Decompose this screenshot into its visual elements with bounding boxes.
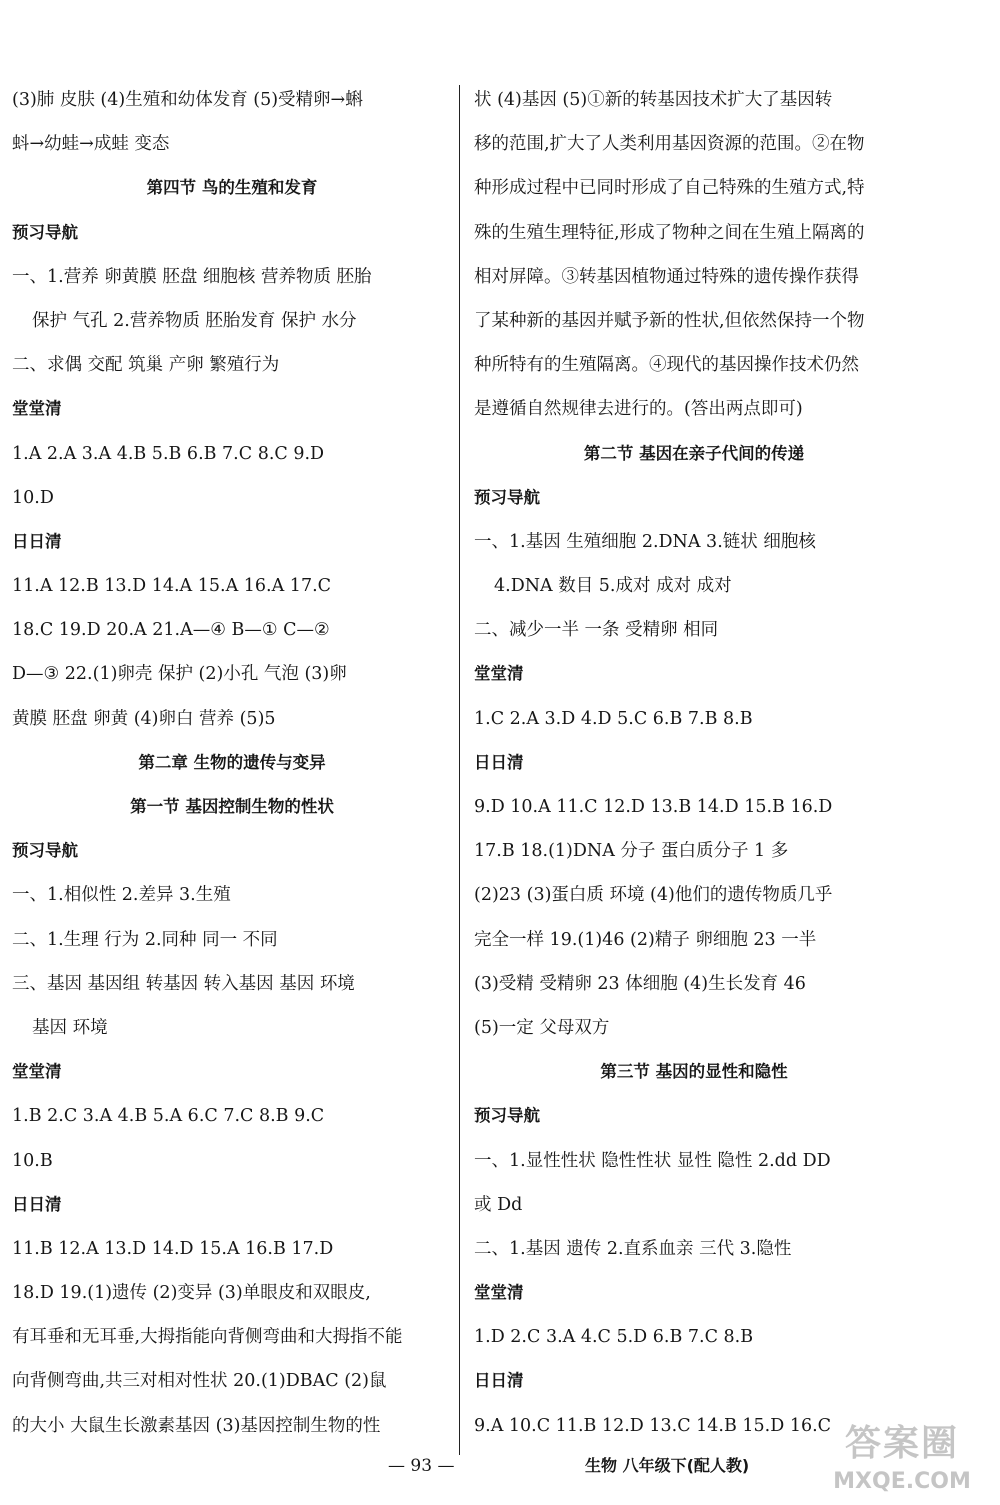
answer-line: 二、求偶 交配 筑巢 产卵 繁殖行为: [12, 355, 280, 376]
answer-line: 17.B 18.(1)DNA 分子 蛋白质分子 1 多: [474, 841, 789, 862]
answer-line: 1.B 2.C 3.A 4.B 5.A 6.C 7.C 8.B 9.C: [12, 1106, 325, 1127]
subsection-label: 堂堂清: [12, 1062, 62, 1082]
left-column: [12, 78, 452, 1448]
answer-line: (3)受精 受精卵 23 体细胞 (4)生长发育 46: [474, 973, 806, 994]
footer-subject: 生物 八年级下(配人教): [585, 1456, 750, 1475]
answer-line: 18.C 19.D 20.A 21.A—④ B—① C—②: [12, 620, 330, 641]
subsection-label: 预习导航: [12, 841, 78, 861]
answer-line: 种所特有的生殖隔离。④现代的基因操作技术仍然: [474, 355, 859, 376]
subsection-label: 堂堂清: [12, 399, 62, 419]
answer-line: 是遵循自然规律去进行的。(答出两点即可): [474, 399, 803, 420]
answer-line: 或 Dd: [474, 1194, 523, 1215]
answer-line: 二、1.基因 遗传 2.直系血亲 三代 3.隐性: [474, 1238, 792, 1259]
answer-line: 相对屏障。③转基因植物通过特殊的遗传操作获得: [474, 266, 859, 287]
watermark: [812, 1420, 992, 1500]
answer-line: 完全一样 19.(1)46 (2)精子 卵细胞 23 一半: [474, 929, 817, 950]
answer-line: 保护 气孔 2.营养物质 胚胎发育 保护 水分: [32, 310, 357, 331]
answer-line: 二、1.生理 行为 2.同种 同一 不同: [12, 929, 278, 950]
answer-line: 1.C 2.A 3.D 4.D 5.C 6.B 7.B 8.B: [474, 708, 753, 729]
answer-line: (5)一定 父母双方: [474, 1017, 610, 1038]
answer-line: 10.B: [12, 1150, 53, 1171]
section-heading: 第二节 基因在亲子代间的传递: [583, 443, 805, 463]
subsection-label: 日日清: [474, 1371, 524, 1391]
right-column: [474, 78, 914, 1448]
answer-line: 9.A 10.C 11.B 12.D 13.C 14.B 15.D 16.C: [474, 1415, 832, 1436]
answer-line: 种形成过程中已同时形成了自己特殊的生殖方式,特: [474, 178, 865, 199]
answer-line: 了某种新的基因并赋予新的性状,但依然保持一个物: [474, 310, 865, 331]
answer-line: 基因 环境: [32, 1017, 108, 1038]
subsection-label: 预习导航: [474, 487, 540, 507]
subsection-label: 预习导航: [12, 222, 78, 242]
answer-line: 一、1.营养 卵黄膜 胚盘 细胞核 营养物质 胚胎: [12, 266, 372, 287]
answer-line: 殊的生殖生理特征,形成了物种之间在生殖上隔离的: [474, 222, 865, 243]
answer-line: 18.D 19.(1)遗传 (2)变异 (3)单眼皮和双眼皮,: [12, 1283, 371, 1304]
answer-line: 二、减少一半 一条 受精卵 相同: [474, 620, 719, 641]
subsection-label: 堂堂清: [474, 1283, 524, 1303]
answer-line: 三、基因 基因组 转基因 转入基因 基因 环境: [12, 973, 355, 994]
section-heading: 第三节 基因的显性和隐性: [600, 1062, 788, 1082]
answer-line: 1.A 2.A 3.A 4.B 5.B 6.B 7.C 8.C 9.D: [12, 443, 325, 464]
answer-line: 黄膜 胚盘 卵黄 (4)卵白 营养 (5)5: [12, 708, 276, 729]
answer-line: 一、1.基因 生殖细胞 2.DNA 3.链状 细胞核: [474, 531, 816, 552]
watermark-url: MXQE.COM: [833, 1469, 971, 1494]
answer-line: 4.DNA 数目 5.成对 成对 成对: [494, 576, 732, 597]
answer-line: 一、1.显性性状 隐性性状 显性 隐性 2.dd DD: [474, 1150, 831, 1171]
column-divider: [459, 85, 460, 1455]
answer-line: 1.D 2.C 3.A 4.C 5.D 6.B 7.C 8.B: [474, 1327, 754, 1348]
answer-line: 9.D 10.A 11.C 12.D 13.B 14.D 15.B 16.D: [474, 797, 833, 817]
answer-line: D—③ 22.(1)卵壳 保护 (2)小孔 气泡 (3)卵: [12, 664, 347, 685]
answer-line: (2)23 (3)蛋白质 环境 (4)他们的遗传物质几乎: [474, 885, 833, 906]
section-heading: 第二章 生物的遗传与变异: [138, 752, 326, 772]
answer-line: (3)肺 皮肤 (4)生殖和幼体发育 (5)受精卵→蝌: [12, 90, 363, 110]
answer-line: 10.D: [12, 487, 54, 508]
answer-line: 11.A 12.B 13.D 14.A 15.A 16.A 17.C: [12, 576, 332, 597]
subsection-label: 日日清: [474, 752, 524, 772]
answer-line: 移的范围,扩大了人类利用基因资源的范围。②在物: [474, 134, 865, 155]
answer-line: 向背侧弯曲,共三对相对性状 20.(1)DBAC (2)鼠: [12, 1371, 387, 1392]
subsection-label: 日日清: [12, 531, 62, 551]
page-number: — 93 —: [388, 1456, 455, 1476]
subsection-label: 预习导航: [474, 1106, 540, 1126]
subsection-label: 堂堂清: [474, 664, 524, 684]
answer-line: 状 (4)基因 (5)①新的转基因技术扩大了基因转: [474, 90, 833, 110]
watermark-logo: 答案圈: [844, 1423, 959, 1464]
answer-line: 蚪→幼蛙→成蛙 变态: [12, 134, 170, 155]
answer-line: 有耳垂和无耳垂,大拇指能向背侧弯曲和大拇指不能: [12, 1327, 403, 1348]
section-heading: 第四节 鸟的生殖和发育: [146, 178, 318, 198]
answer-line: 的大小 大鼠生长激素基因 (3)基因控制生物的性: [12, 1415, 381, 1436]
answer-line: 一、1.相似性 2.差异 3.生殖: [12, 885, 231, 906]
subsection-label: 日日清: [12, 1194, 62, 1214]
section-heading: 第一节 基因控制生物的性状: [130, 797, 334, 816]
answer-line: 11.B 12.A 13.D 14.D 15.A 16.B 17.D: [12, 1238, 334, 1259]
